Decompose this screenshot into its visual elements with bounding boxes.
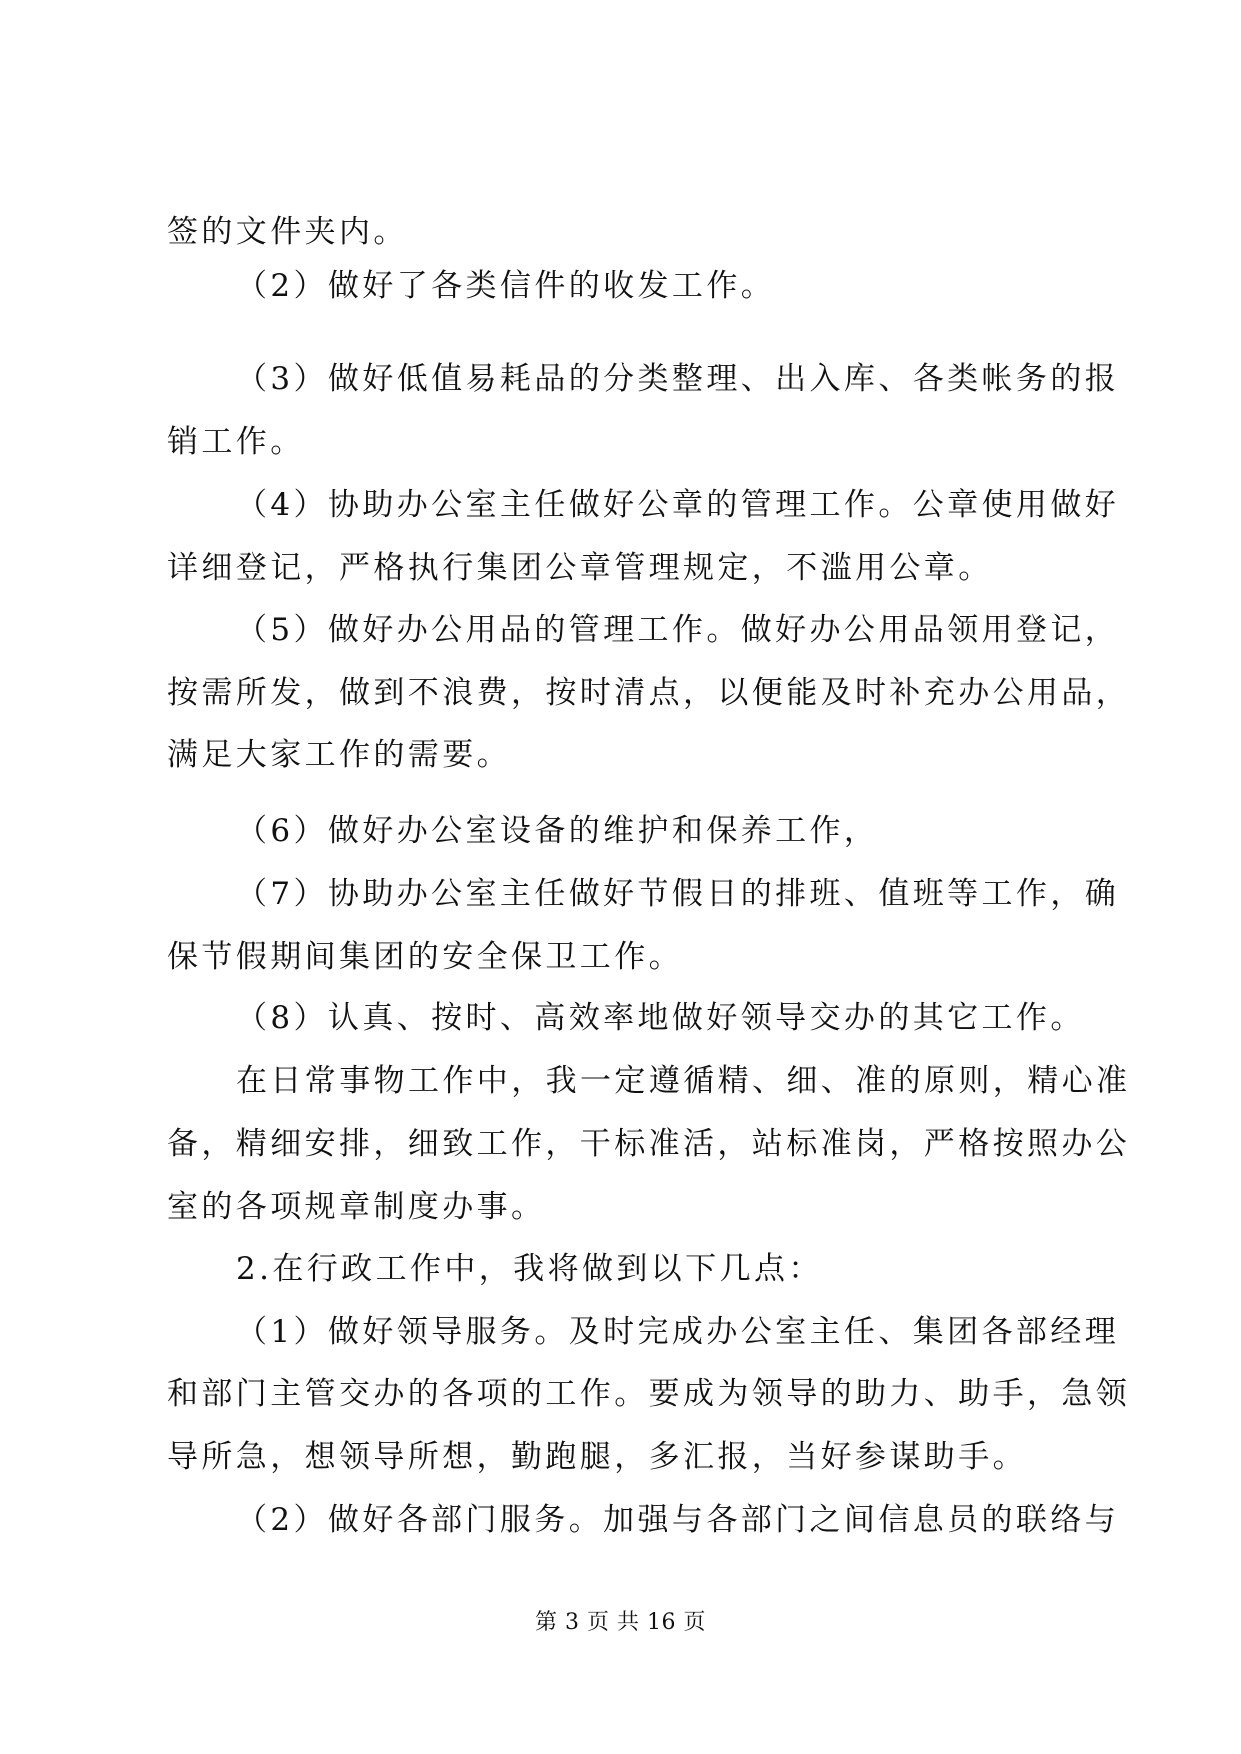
- text-line: （8）认真、按时、高效率地做好领导交办的其它工作。: [236, 1000, 1085, 1036]
- text-line: （5）做好办公用品的管理工作。做好办公用品领用登记，: [236, 612, 1120, 648]
- text-line: （2）做好了各类信件的收发工作。: [236, 268, 776, 304]
- text-line: 详细登记，严格执行集团公章管理规定，不滥用公章。: [167, 550, 993, 586]
- text-line: （3）做好低值易耗品的分类整理、出入库、各类帐务的报: [236, 361, 1120, 397]
- text-line: 销工作。: [167, 424, 305, 460]
- text-line: （7）协助办公室主任做好节假日的排班、值班等工作，确: [236, 876, 1120, 912]
- text-line: 签的文件夹内。: [167, 214, 408, 250]
- text-line: 在日常事物工作中，我一定遵循精、细、准的原则，精心准: [236, 1063, 1131, 1099]
- text-line: （2）做好各部门服务。加强与各部门之间信息员的联络与: [236, 1502, 1120, 1538]
- text-line: 2.在行政工作中，我将做到以下几点：: [236, 1251, 823, 1287]
- page-number-footer: 第 3 页 共 16 页: [535, 1610, 706, 1635]
- text-line: 室的各项规章制度办事。: [167, 1189, 546, 1225]
- text-line: 按需所发，做到不浪费，按时清点，以便能及时补充办公用品，: [167, 675, 1131, 711]
- text-line: 满足大家工作的需要。: [167, 737, 511, 773]
- text-line: （4）协助办公室主任做好公章的管理工作。公章使用做好: [236, 487, 1120, 523]
- text-line: 和部门主管交办的各项的工作。要成为领导的助力、助手，急领: [167, 1376, 1131, 1412]
- text-line: 导所急，想领导所想，勤跑腿，多汇报，当好参谋助手。: [167, 1439, 1027, 1475]
- text-line: 备，精细安排，细致工作，干标准活，站标准岗，严格按照办公: [167, 1126, 1131, 1162]
- text-line: （6）做好办公室设备的维护和保养工作，: [236, 813, 879, 849]
- text-line: （1）做好领导服务。及时完成办公室主任、集团各部经理: [236, 1314, 1120, 1350]
- text-line: 保节假期间集团的安全保卫工作。: [167, 939, 683, 975]
